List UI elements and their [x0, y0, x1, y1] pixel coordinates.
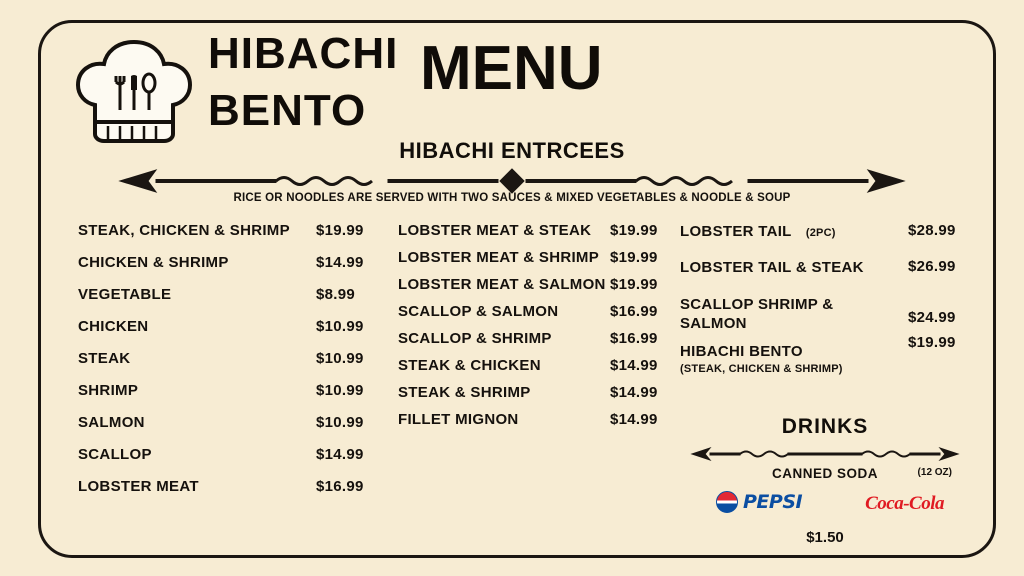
item-name: STEAK, CHICKEN & SHRIMP [78, 222, 290, 239]
menu-row [680, 258, 962, 295]
menu-row [398, 357, 660, 384]
item-name: SCALLOP [78, 446, 152, 463]
menu-row [398, 303, 660, 330]
drinks-section [680, 415, 970, 546]
item-price: $16.99 [610, 303, 658, 320]
item-price: $14.99 [610, 411, 658, 428]
item-name: STEAK & CHICKEN [398, 357, 541, 374]
coca-cola-logo-icon: Coca-Cola [865, 493, 944, 514]
item-price: $19.99 [908, 334, 956, 351]
item-name: SHRIMP [78, 382, 139, 399]
brand-title [208, 30, 398, 136]
item-name: STEAK & SHRIMP [398, 384, 531, 401]
menu-row [680, 334, 962, 382]
item-qty: (2PC) [805, 227, 836, 239]
pepsi-wordmark: PEPSI [743, 491, 803, 513]
item-name: LOBSTER MEAT & STEAK [398, 222, 592, 239]
item-price: $14.99 [316, 254, 364, 271]
item-name: FILLET MIGNON [398, 411, 519, 428]
item-name: HIBACHI BENTO [680, 343, 803, 360]
item-name: SCALLOP SHRIMP & SALMON [680, 296, 834, 332]
item-price: $24.99 [908, 309, 956, 326]
drink-brand-logos [680, 491, 970, 523]
menu-word: MENU [420, 34, 603, 103]
drinks-title: DRINKS [781, 415, 869, 438]
brand-line-1: HIBACHI [208, 29, 399, 78]
item-name: SCALLOP & SHRIMP [398, 330, 552, 347]
menu-row [78, 350, 368, 382]
item-name: LOBSTER MEAT & SHRIMP [398, 249, 600, 266]
brand-line-2: BENTO [208, 86, 367, 135]
item-price: $19.99 [316, 222, 364, 239]
pepsi-globe-icon [716, 491, 738, 513]
menu-row [398, 330, 660, 357]
item-name: STEAK [78, 350, 131, 367]
menu-row [78, 222, 368, 254]
item-name: SCALLOP & SALMON [398, 303, 559, 320]
menu-row [78, 254, 368, 286]
menu-row [78, 382, 368, 414]
item-name: SALMON [78, 414, 145, 431]
entree-column-3 [680, 222, 962, 382]
drink-price: $1.50 [806, 529, 844, 546]
item-name: LOBSTER MEAT & SALMON [398, 276, 606, 293]
item-name: LOBSTER MEAT [78, 478, 199, 495]
menu-row [680, 222, 962, 258]
item-price: $10.99 [316, 318, 364, 335]
item-price: $26.99 [908, 258, 956, 275]
chef-hat-with-utensils-icon [70, 38, 198, 148]
item-price: $10.99 [316, 382, 364, 399]
item-price: $14.99 [610, 357, 658, 374]
drink-name: CANNED SODA [771, 466, 878, 481]
menu-row [398, 222, 660, 249]
item-name: LOBSTER TAIL [680, 223, 792, 240]
entree-column-2 [398, 222, 660, 438]
menu-row [398, 411, 660, 438]
menu-row [78, 318, 368, 350]
item-price: $28.99 [908, 222, 956, 239]
menu-row [398, 276, 660, 303]
drinks-divider-icon [690, 445, 960, 463]
item-price: $8.99 [316, 286, 356, 303]
item-price: $16.99 [316, 478, 364, 495]
entree-column-1 [78, 222, 368, 510]
item-price: $14.99 [610, 384, 658, 401]
section-note: RICE OR NOODLES ARE SERVED WITH TWO SAUCES & MIXED VEGETABLES & NOODLE & SOUP [233, 192, 791, 204]
menu-row [398, 249, 660, 276]
item-subtitle: (STEAK, CHICKEN & SHRIMP) [680, 363, 843, 375]
item-price: $10.99 [316, 414, 364, 431]
menu-row [78, 446, 368, 478]
item-name: CHICKEN & SHRIMP [78, 254, 229, 271]
canned-soda-row [680, 465, 970, 485]
menu-row [398, 384, 660, 411]
item-price: $19.99 [610, 276, 658, 293]
pepsi-logo-icon [716, 491, 802, 513]
drink-size: (12 OZ) [917, 467, 952, 478]
item-price: $14.99 [316, 446, 364, 463]
item-name: CHICKEN [78, 318, 149, 335]
item-name: LOBSTER TAIL & STEAK [680, 259, 864, 276]
menu-row [78, 478, 368, 510]
item-price: $19.99 [610, 222, 658, 239]
item-price: $19.99 [610, 249, 658, 266]
section-heading: HIBACHI ENTRCEES [399, 138, 625, 163]
item-price: $10.99 [316, 350, 364, 367]
menu-row [78, 414, 368, 446]
menu-row [78, 286, 368, 318]
item-price: $16.99 [610, 330, 658, 347]
item-name: VEGETABLE [78, 286, 172, 303]
